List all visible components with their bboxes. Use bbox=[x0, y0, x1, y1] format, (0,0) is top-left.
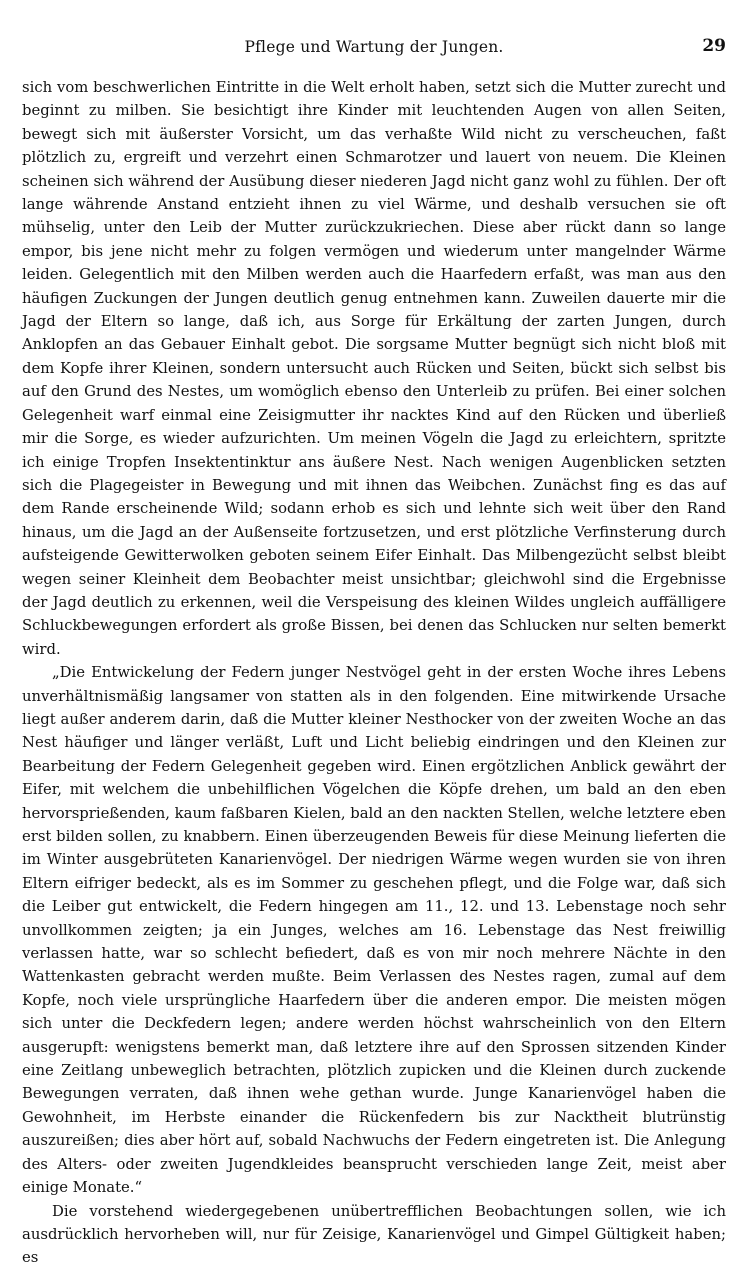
body-text bbox=[22, 76, 726, 1270]
paragraph-quotation: „Die Entwickelung der Federn junger Nestvögel geht in der ersten Woche ihres Lebens unverhältnismäßig langsamer von statten als in den folgenden. Eine mitwirkende Ursache liegt außer anderem darin, daß die Mutter kleiner Nesthocker von der zweiten Woche an das Nest häufiger und länger verläßt, Luft und Licht beliebig eindringen und den Kleinen zur Bearbeitung der Federn Gelegenheit gegeben wird. Einen ergötzlichen Anblick gewährt der Eifer, mit welchem die unbehilflichen Vögelchen die Köpfe drehen, um bald an den eben hervorsprießenden, kaum faßbaren Kielen, bald an den nackten Stellen, welche letztere eben erst bilden sollen, zu knabbern. Einen überzeugenden Beweis für diese Meinung lieferten die im Winter ausgebrüteten Kanarienvögel. Der niedrigen Wärme wegen wurden sie von ihren Eltern eifriger bedeckt, als es im Sommer zu geschehen pflegt, und die Folge war, daß sich die Leiber gut entwickelt, die Federn hingegen am 11., 12. und 13. Lebenstage noch sehr unvollkommen zeigten; ja ein Junges, welches am 16. Lebenstage das Nest freiwillig verlassen hatte, war so schlecht befiedert, daß es von mir noch mehrere Nächte in den Wattenkasten gebracht werden mußte. Beim Verlassen des Nestes ragen, zumal auf dem Kopfe, noch viele ursprüngliche Haarfedern über die anderen empor. Die meisten mögen sich unter die Deckfedern legen; andere werden höchst wahrscheinlich von den Eltern ausgerupft: wenigstens bemerkt man, daß letztere ihre auf den Sprossen sitzenden Kinder eine Zeitlang unbeweglich betrachten, plötzlich zupicken und die Kleinen durch zuckende Bewegungen verraten, daß ihnen wehe gethan wurde. Junge Kanarienvögel haben die Gewohnheit, im Herbste einander die Rückenfedern bis zur Nacktheit blutrünstig auszureißen; dies aber hört auf, sobald Nachwuchs der Federn eingetreten ist. Die Anlegung des Alters- oder zweiten Jugendkleides beansprucht verschieden lange Zeit, meist aber einige Monate.“ bbox=[22, 664, 726, 1197]
paragraph-continuation: sich vom beschwerlichen Eintritte in die Welt erholt haben, setzt sich die Mutter zurecht und beginnt zu milben. Sie besichtigt ihre Kinder mit leuchtenden Augen von allen Seiten, bewegt sich mit äußerster Vorsicht, um das verhaßte Wild nicht zu verscheuchen, faßt plötzlich zu, ergreift und verzehrt einen Schmarotzer und lauert von neuem. Die Kleinen scheinen sich während der Ausübung dieser niederen Jagd nicht ganz wohl zu fühlen. Der oft lange währende Anstand entzieht ihnen zu viel Wärme, und deshalb versuchen sie oft mühselig, unter den Leib der Mutter zurückzukriechen. Diese aber rückt dann so lange empor, bis jene nicht mehr zu folgen vermögen und wiederum unter mangelnder Wärme leiden. Gelegentlich mit den Milben werden auch die Haarfedern erfaßt, was man aus den häufigen Zuckungen der Jungen deutlich genug entnehmen kann. Zuweilen dauerte mir die Jagd der Eltern so lange, daß ich, aus Sorge für Erkältung der zarten Jungen, durch Anklopfen an das Gebauer Einhalt gebot. Die sorgsame Mutter begnügt sich nicht bloß mit dem Kopfe ihrer Kleinen, sondern untersucht auch Rücken und Seiten, bückt sich selbst bis auf den Grund des Nestes, um womöglich ebenso den Unterleib zu prüfen. Bei einer solchen Gelegenheit warf einmal eine Zeisigmutter ihr nacktes Kind auf den Rücken und überließ mir die Sorge, es wieder aufzurichten. Um meinen Vögeln die Jagd zu erleichtern, spritzte ich einige Tropfen Insektentinktur ans äußere Nest. Nach wenigen Augenblicken setzten sich die Plagegeister in Bewegung und mit ihnen das Weibchen. Zunächst fing es das auf dem Rande erscheinende Wild; sodann erhob es sich und lehnte sich weit über den Rand hinaus, um die Jagd an der Außenseite fortzusetzen, und erst plötzliche Verfinsterung durch aufsteigende Gewitterwolken geboten seinem Eifer Einhalt. Das Milbengezücht selbst bleibt wegen seiner Kleinheit dem Beobachter meist unsichtbar; gleichwohl sind die Ergebnisse der Jagd deutlich zu erkennen, weil die Verspeisung des kleinen Wildes ungleich auffälligere Schluckbewegungen erfordert als große Bissen, bei denen das Schlucken nur selten bemerkt wird. bbox=[22, 79, 726, 658]
paragraph-closing: Die vorstehend wiedergegebenen unübertrefflichen Beobachtungen sollen, wie ich ausdrücklich hervorheben will, nur für Zeisige, Kanarienvögel und Gimpel Gültigkeit haben; es bbox=[22, 1202, 726, 1267]
running-title: Pflege und Wartung der Jungen. bbox=[244, 38, 504, 56]
page-header bbox=[22, 34, 726, 64]
book-page bbox=[22, 34, 726, 1270]
page-number: 29 bbox=[702, 36, 726, 56]
